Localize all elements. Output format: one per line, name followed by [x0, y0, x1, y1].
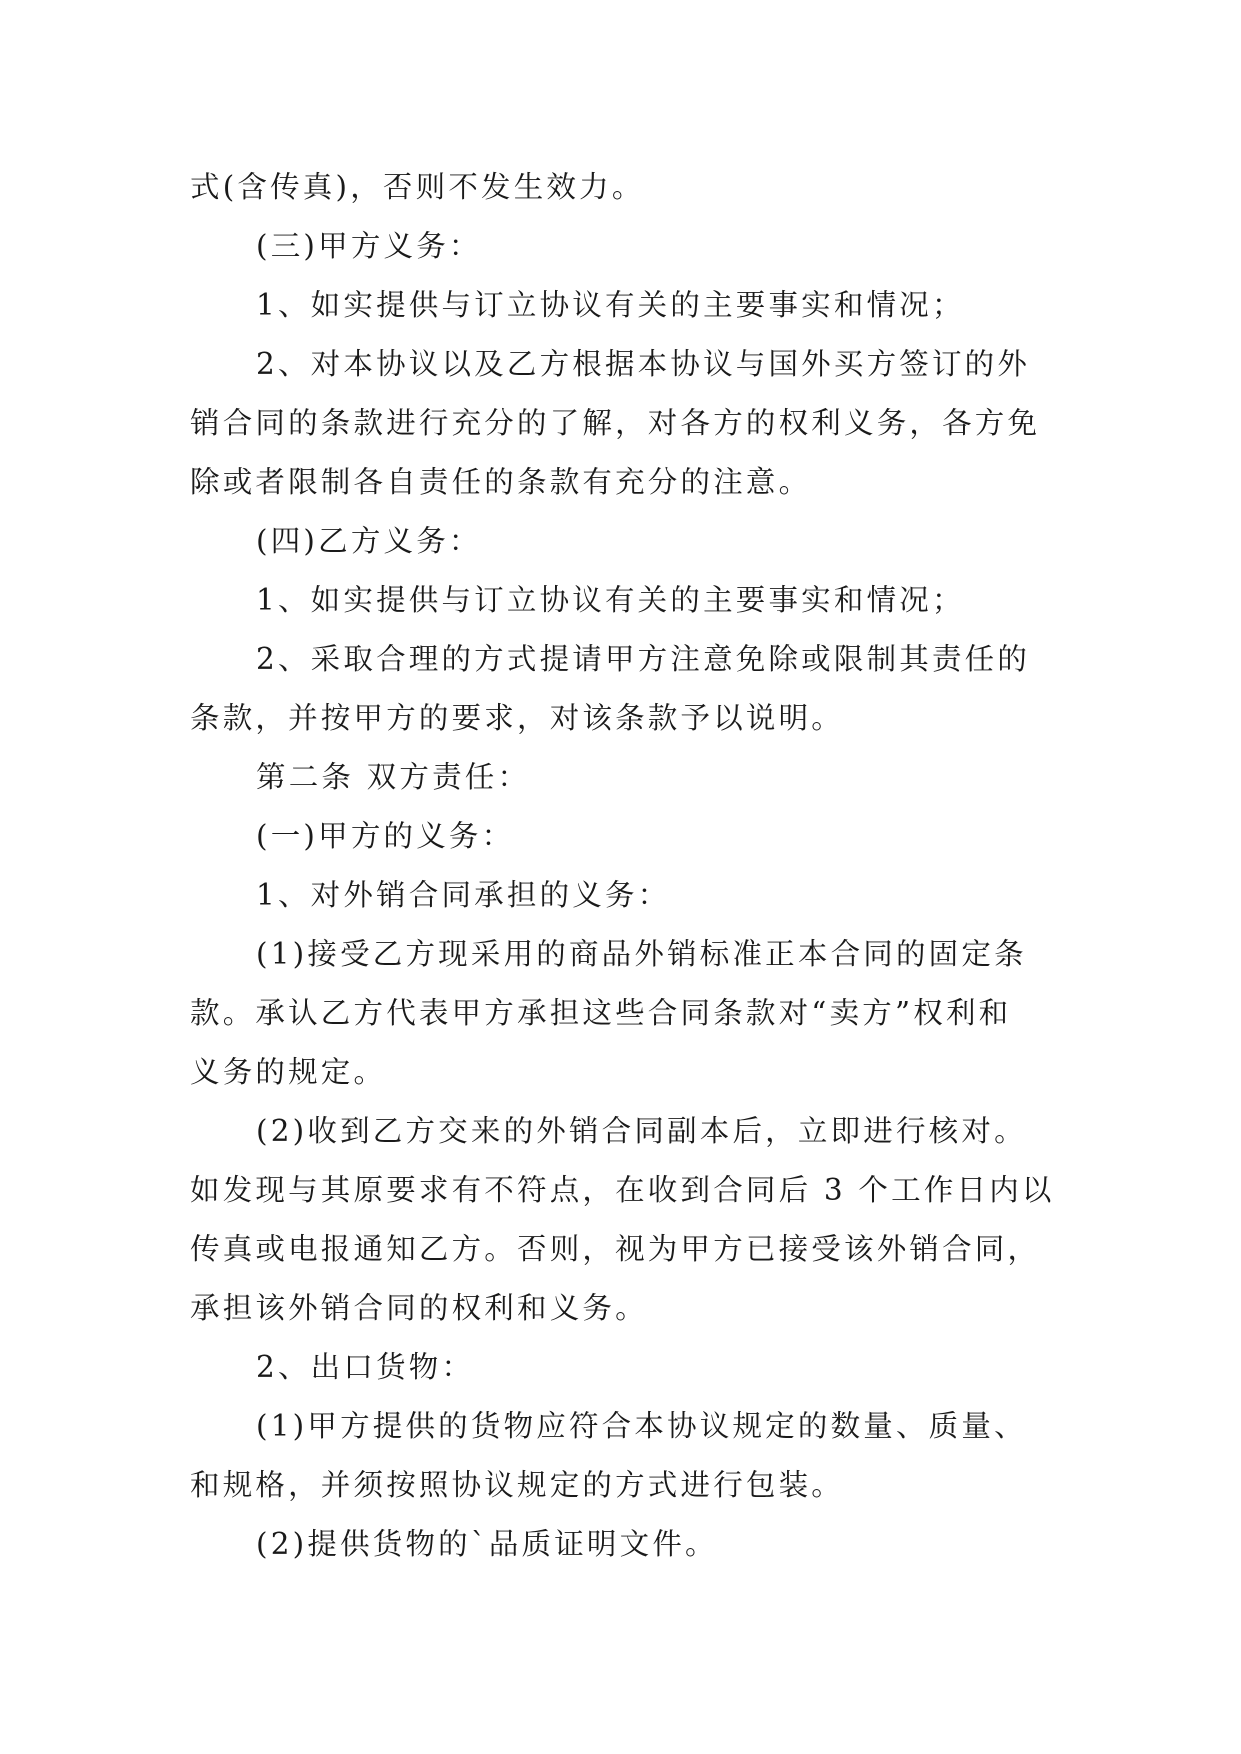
text-line: 1、如实提供与订立协议有关的主要事实和情况；	[256, 288, 965, 322]
text-line: 款。承认乙方代表甲方承担这些合同条款对“卖方”权利和	[190, 996, 1012, 1030]
paragraph	[190, 512, 1070, 571]
text-line: (1)接受乙方现采用的商品外销标准正本合同的固定条	[256, 937, 1027, 971]
text-line: 1、对外销合同承担的义务：	[256, 878, 671, 912]
paragraph	[190, 1515, 1070, 1574]
paragraph	[190, 866, 1070, 925]
text-line: 义务的规定。	[190, 1055, 387, 1089]
text-line: 2、对本协议以及乙方根据本协议与国外买方签订的外	[256, 347, 1031, 381]
text-line: (2)收到乙方交来的外销合同副本后，立即进行核对。	[256, 1114, 1027, 1148]
paragraph	[190, 1397, 1070, 1515]
text-line: 1、如实提供与订立协议有关的主要事实和情况；	[256, 583, 965, 617]
paragraph	[190, 630, 1070, 748]
text-line: 2、出口货物：	[256, 1350, 475, 1384]
text-line: (1)甲方提供的货物应符合本协议规定的数量、质量、	[256, 1409, 1027, 1443]
paragraph	[190, 1102, 1070, 1338]
text-line: 2、采取合理的方式提请甲方注意免除或限制其责任的	[256, 642, 1031, 676]
paragraph	[190, 217, 1070, 276]
text-line: 条款，并按甲方的要求，对该条款予以说明。	[190, 701, 845, 735]
text-line: 如发现与其原要求有不符点，在收到合同后 3 个工作日内以	[190, 1173, 1055, 1207]
paragraph	[190, 158, 1070, 217]
text-line: (2)提供货物的`品质证明文件。	[256, 1527, 718, 1561]
text-line: 式(含传真)，否则不发生效力。	[190, 170, 645, 204]
paragraph	[190, 335, 1070, 512]
paragraph	[190, 276, 1070, 335]
paragraph	[190, 807, 1070, 866]
paragraph	[190, 1338, 1070, 1397]
text-line: 销合同的条款进行充分的了解，对各方的权利义务，各方免	[190, 406, 1041, 440]
document-body	[190, 158, 1070, 1574]
paragraph	[190, 748, 1070, 807]
paragraph	[190, 925, 1070, 1102]
text-line: (一)甲方的义务：	[256, 819, 515, 853]
text-line: (四)乙方义务：	[256, 524, 482, 558]
text-line: 第二条 双方责任：	[256, 760, 531, 794]
text-line: 除或者限制各自责任的条款有充分的注意。	[190, 465, 812, 499]
text-line: 承担该外销合同的权利和义务。	[190, 1291, 648, 1325]
paragraph	[190, 571, 1070, 630]
text-line: (三)甲方义务：	[256, 229, 482, 263]
text-line: 传真或电报通知乙方。否则，视为甲方已接受该外销合同，	[190, 1232, 1041, 1266]
text-line: 和规格，并须按照协议规定的方式进行包装。	[190, 1468, 845, 1502]
